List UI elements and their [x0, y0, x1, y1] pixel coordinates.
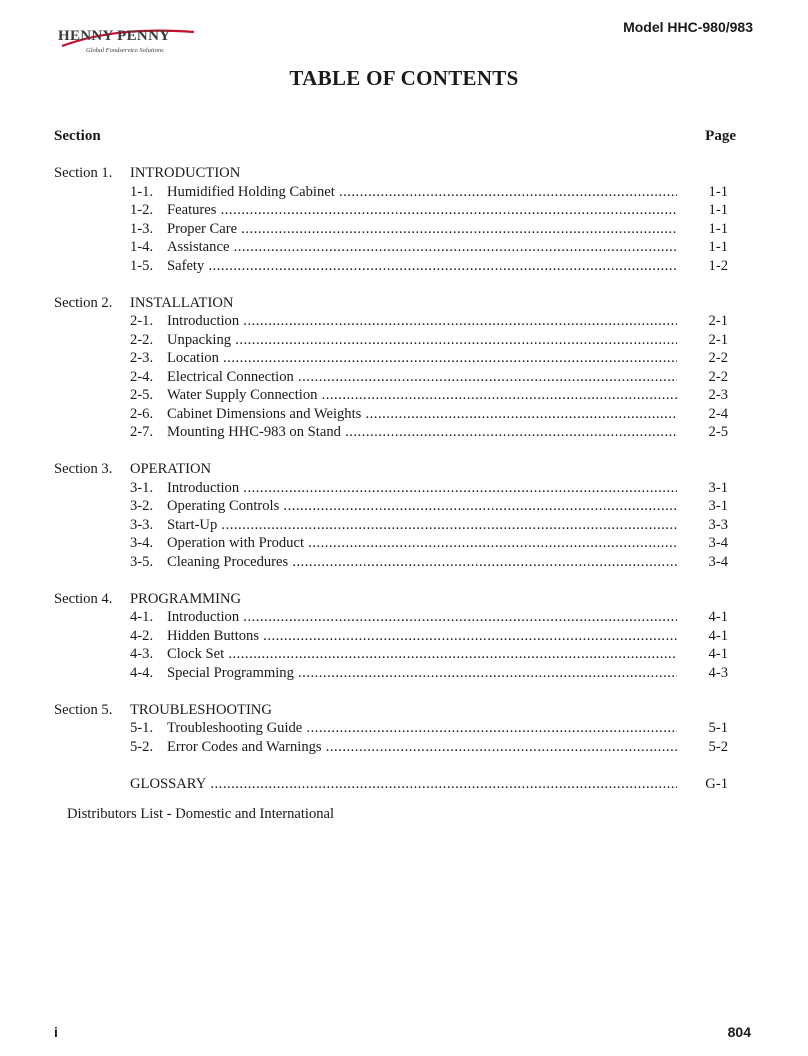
entry-page: 4-1 [708, 627, 728, 644]
entry-number: 5-1. [130, 720, 154, 736]
toc-entry[interactable] [0, 423, 808, 442]
toc-entry[interactable] [0, 627, 808, 646]
entry-page: 1-1 [708, 220, 728, 237]
entry-page: 1-2 [708, 257, 728, 274]
entry-page: 2-3 [708, 387, 728, 403]
entry-number: 2-2. [130, 331, 154, 348]
toc-entry[interactable] [0, 405, 808, 424]
entry-title: Operation with Product ..... [167, 534, 677, 553]
entry-title: Humidified Holding Cabinet ..... [167, 183, 677, 202]
glossary-entry[interactable] [0, 775, 808, 794]
entry-number: 2-5. [130, 387, 154, 403]
entry-title: Introduction ..... [167, 312, 677, 331]
entry-page: 5-2 [708, 738, 728, 755]
toc-section [0, 460, 808, 571]
entry-number: 3-4. [130, 535, 154, 551]
entry-title: Assistance ..... [167, 238, 677, 257]
entry-page: 3-4 [708, 553, 728, 570]
entry-number: 3-1. [130, 479, 154, 496]
entry-title: Clock Set ..... [167, 645, 677, 664]
section-title: INSTALLATION [130, 294, 234, 311]
section-heading[interactable] [0, 590, 808, 609]
toc-entry[interactable] [0, 183, 808, 202]
entry-page: 3-1 [708, 479, 728, 496]
entry-page: 4-1 [708, 646, 728, 662]
page-column-header: Page [705, 128, 736, 144]
toc-entry[interactable] [0, 386, 808, 405]
toc-entry[interactable] [0, 331, 808, 350]
model-number: Model HHC-980/983 [623, 19, 753, 35]
toc-section [0, 590, 808, 683]
section-column-header: Section [54, 128, 101, 144]
toc-entry[interactable] [0, 349, 808, 368]
page-title: TABLE OF CONTENTS [289, 66, 519, 90]
table-of-contents [0, 164, 808, 793]
section-number: Section 2. [54, 294, 113, 311]
toc-section [0, 164, 808, 275]
entry-number: 4-2. [130, 627, 154, 644]
footer-page-number: i [54, 1024, 58, 1040]
entry-number: 1-5. [130, 257, 154, 274]
toc-entry[interactable] [0, 608, 808, 627]
entry-page: 4-1 [708, 609, 728, 625]
entry-number: 3-3. [130, 516, 154, 533]
toc-section [0, 701, 808, 757]
toc-entry[interactable] [0, 238, 808, 257]
henny-penny-logo [56, 22, 206, 56]
entry-page: 1-1 [708, 202, 728, 218]
toc-entry[interactable] [0, 553, 808, 572]
entry-page: 5-1 [708, 720, 728, 736]
entry-number: 3-2. [130, 498, 154, 514]
section-heading[interactable] [0, 701, 808, 720]
entry-title: Start-Up ..... [167, 516, 677, 535]
footer-document-code: 804 [727, 1024, 751, 1040]
section-heading[interactable] [0, 294, 808, 313]
entry-page: 2-4 [708, 405, 728, 422]
toc-entry[interactable] [0, 479, 808, 498]
entry-page: 2-1 [708, 331, 728, 348]
entry-number: 1-4. [130, 239, 154, 255]
toc-entry[interactable] [0, 497, 808, 516]
toc-entry[interactable] [0, 312, 808, 331]
entry-title: Electrical Connection ..... [167, 368, 677, 387]
toc-entry[interactable] [0, 516, 808, 535]
entry-number: 4-3. [130, 646, 154, 662]
entry-number: 4-1. [130, 609, 154, 625]
toc-entry[interactable] [0, 368, 808, 387]
entry-page: 3-3 [708, 516, 728, 533]
entry-page: 2-2 [708, 368, 728, 385]
entry-title: Cleaning Procedures ..... [167, 553, 677, 572]
entry-page: 3-1 [708, 498, 728, 514]
glossary-page: G-1 [705, 775, 728, 792]
entry-number: 3-5. [130, 553, 154, 570]
entry-page: 1-1 [708, 183, 728, 200]
entry-title: Troubleshooting Guide ..... [167, 719, 677, 738]
entry-page: 2-5 [708, 424, 728, 440]
toc-entry[interactable] [0, 738, 808, 757]
section-number: Section 4. [54, 590, 113, 607]
entry-number: 1-2. [130, 202, 154, 218]
entry-title: Mounting HHC-983 on Stand ..... [167, 423, 677, 442]
distributors-list-link[interactable]: Distributors List - Domestic and International [67, 806, 335, 822]
section-title: TROUBLESHOOTING [130, 701, 272, 718]
entry-title: Introduction ..... [167, 608, 677, 627]
entry-number: 5-2. [130, 738, 154, 755]
entry-number: 2-3. [130, 350, 154, 366]
entry-title: Introduction ..... [167, 479, 677, 498]
entry-page: 2-1 [708, 313, 728, 329]
entry-number: 2-4. [130, 368, 154, 385]
toc-entry[interactable] [0, 220, 808, 239]
logo-tagline-text: Global Foodservice Solutions [86, 47, 164, 54]
entry-title: Cabinet Dimensions and Weights ..... [167, 405, 677, 424]
entry-title: Safety ..... [167, 257, 677, 276]
entry-page: 2-2 [708, 350, 728, 366]
entry-number: 2-6. [130, 405, 154, 422]
entry-title: Hidden Buttons ..... [167, 627, 677, 646]
section-number: Section 1. [54, 165, 113, 181]
entry-number: 1-1. [130, 183, 154, 200]
entry-title: Features ..... [167, 201, 677, 220]
entry-number: 4-4. [130, 664, 154, 681]
toc-entry[interactable] [0, 719, 808, 738]
entry-page: 3-4 [708, 535, 728, 551]
entry-title: Error Codes and Warnings ..... [167, 738, 677, 757]
section-number: Section 3. [54, 461, 113, 477]
section-number: Section 5. [54, 701, 113, 718]
glossary-title: GLOSSARY ..... [130, 775, 677, 794]
entry-page: 1-1 [708, 239, 728, 255]
section-title: INTRODUCTION [130, 165, 241, 181]
entry-title: Operating Controls ..... [167, 497, 677, 516]
entry-title: Water Supply Connection ..... [167, 386, 677, 405]
entry-number: 2-7. [130, 424, 154, 440]
section-title: OPERATION [130, 461, 212, 477]
entry-page: 4-3 [708, 664, 728, 681]
entry-title: Location ..... [167, 349, 677, 368]
entry-title: Special Programming ..... [167, 664, 677, 683]
section-heading[interactable] [0, 164, 808, 183]
section-heading[interactable] [0, 460, 808, 479]
toc-entry[interactable] [0, 201, 808, 220]
entry-number: 1-3. [130, 220, 154, 237]
toc-entry[interactable] [0, 534, 808, 553]
entry-number: 2-1. [130, 313, 154, 329]
toc-section [0, 294, 808, 442]
section-title: PROGRAMMING [130, 590, 242, 607]
toc-entry[interactable] [0, 257, 808, 276]
toc-entry[interactable] [0, 664, 808, 683]
logo-brand-text: HENNY PENNY [58, 28, 171, 44]
entry-title: Proper Care ..... [167, 220, 677, 239]
entry-title: Unpacking ..... [167, 331, 677, 350]
toc-entry[interactable] [0, 645, 808, 664]
